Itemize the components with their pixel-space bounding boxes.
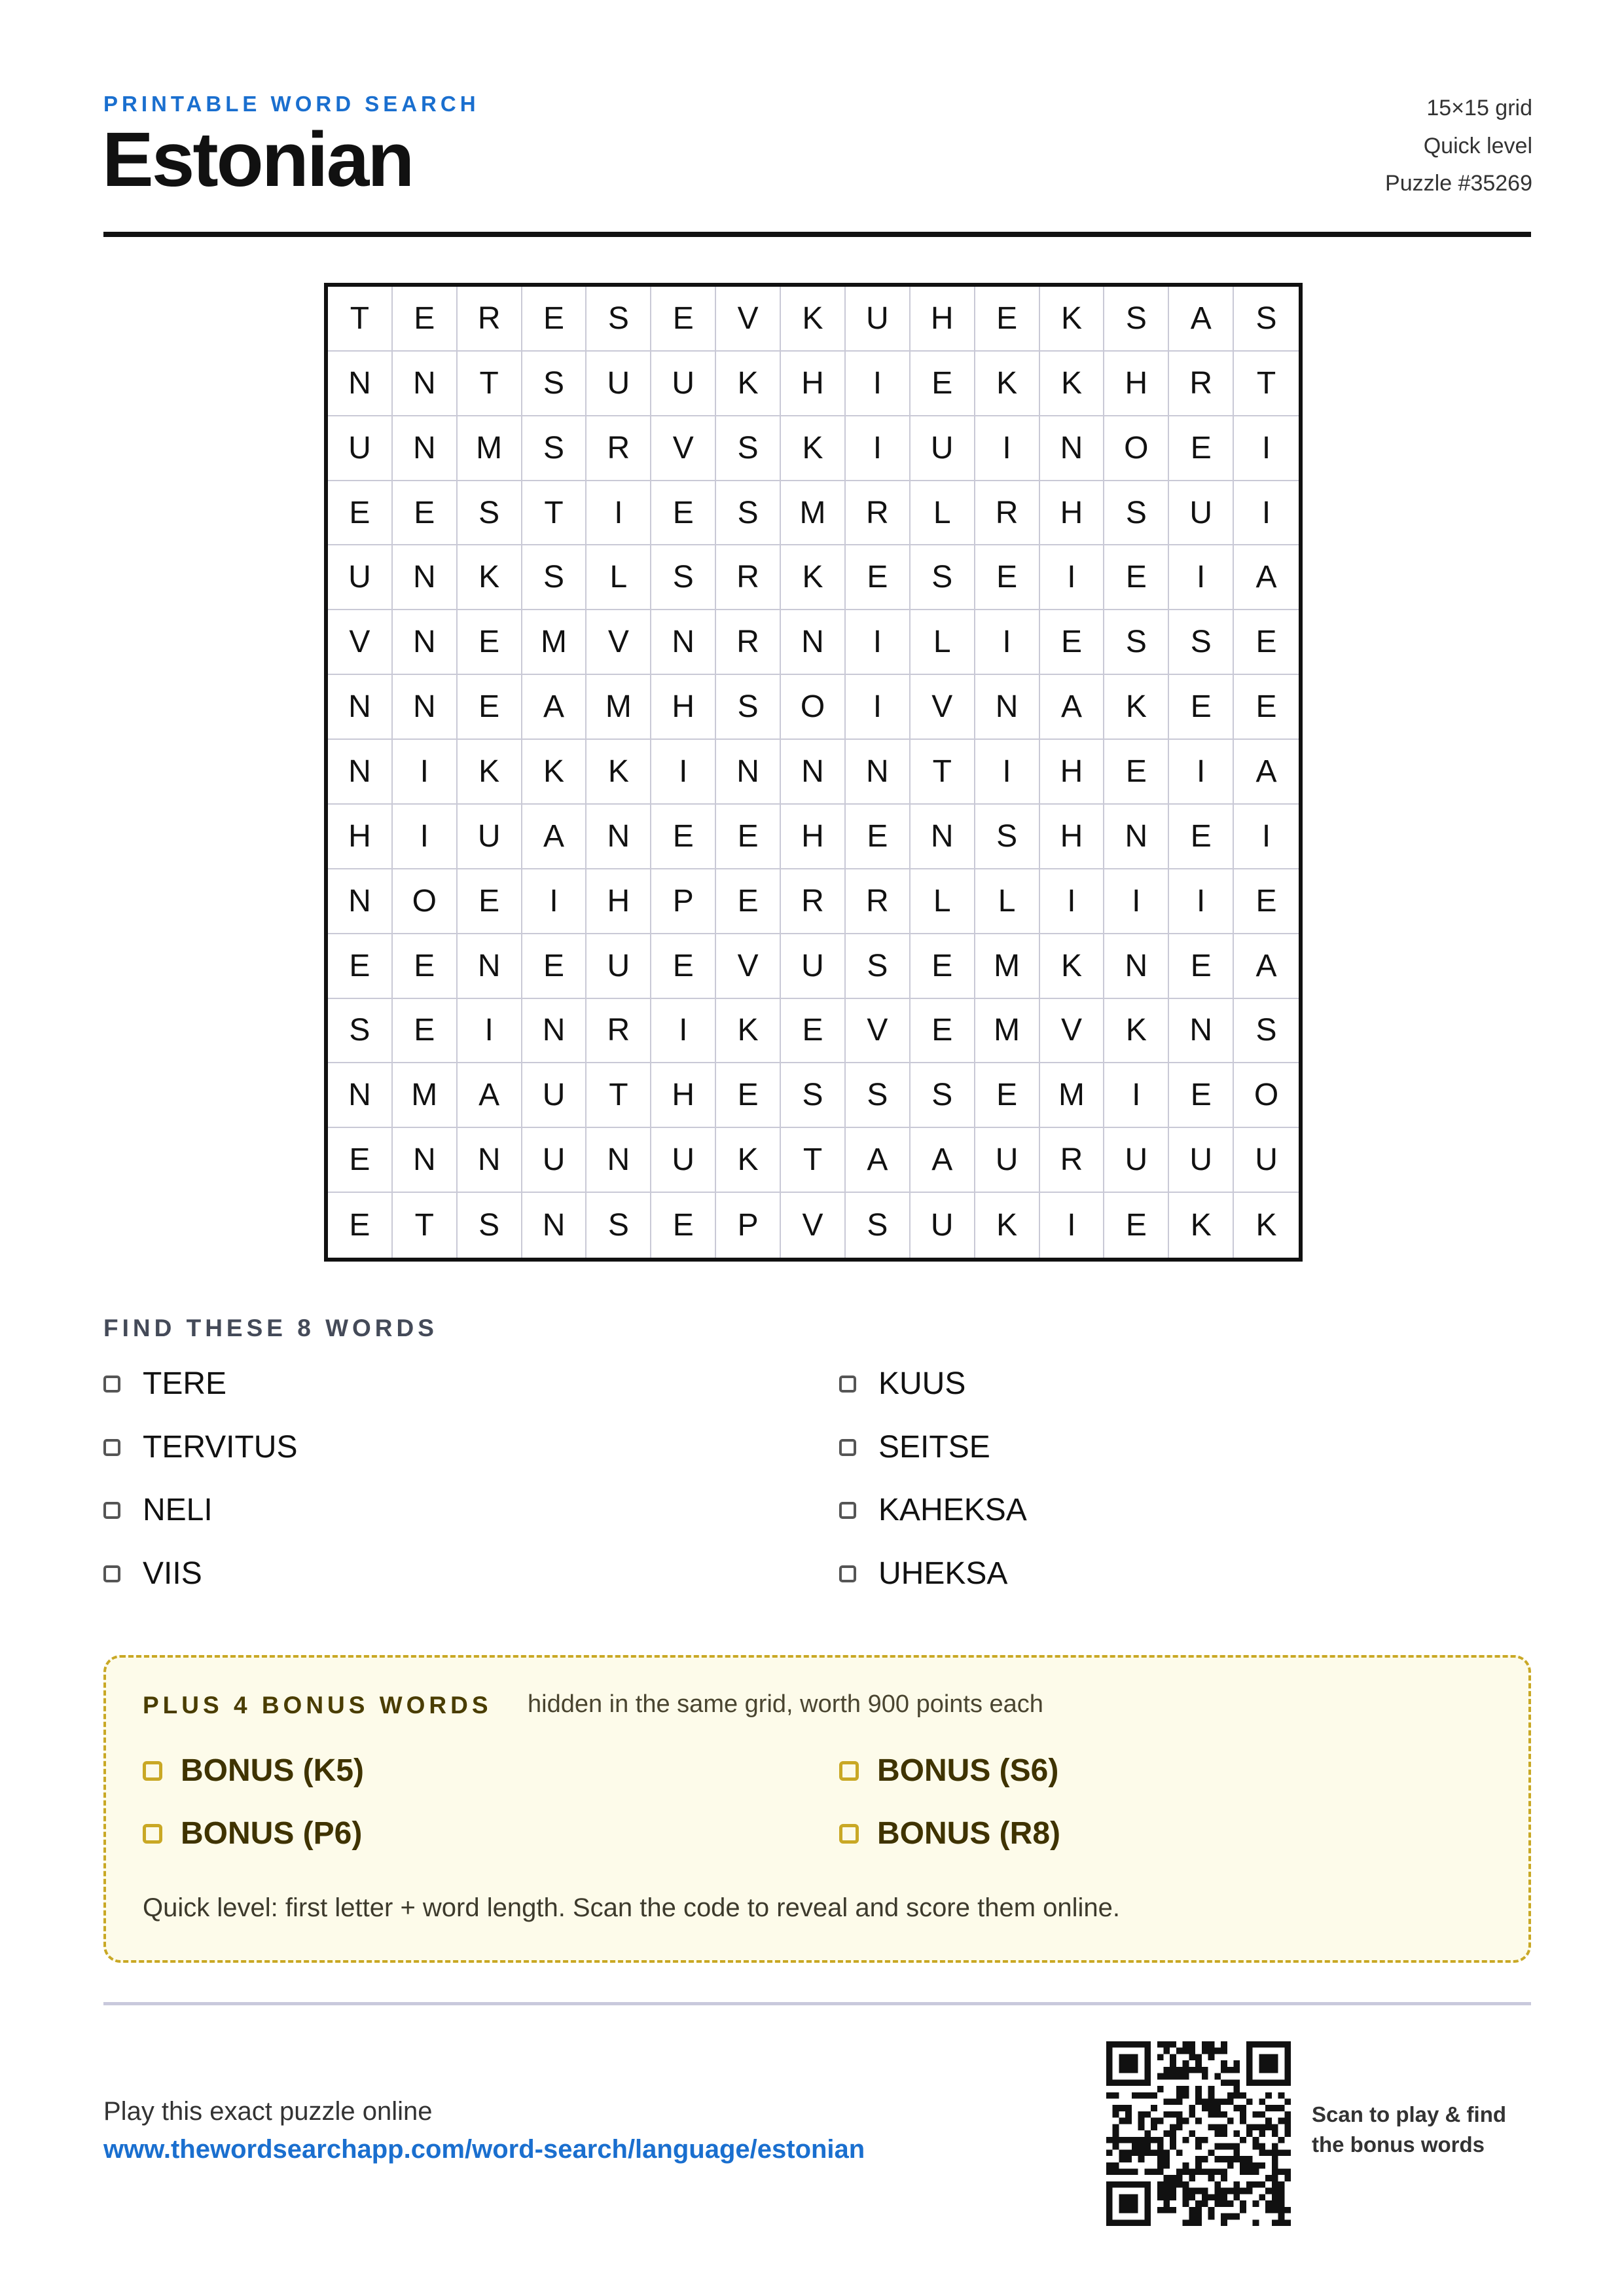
- grid-cell[interactable]: E: [651, 481, 716, 546]
- grid-cell[interactable]: S: [911, 1063, 975, 1128]
- checkbox-icon[interactable]: [839, 1439, 856, 1456]
- grid-cell[interactable]: A: [522, 805, 587, 869]
- grid-cell[interactable]: E: [716, 805, 781, 869]
- word-list-item[interactable]: [839, 1492, 1027, 1528]
- checkbox-icon[interactable]: [839, 1761, 859, 1781]
- checkbox-icon[interactable]: [143, 1824, 162, 1844]
- bonus-heading: PLUS 4 BONUS WORDS: [143, 1692, 492, 1719]
- grid-cell[interactable]: I: [975, 416, 1040, 481]
- grid-cell[interactable]: T: [522, 481, 587, 546]
- grid-cell[interactable]: I: [846, 675, 911, 740]
- grid-cell[interactable]: M: [393, 1063, 458, 1128]
- grid-cell[interactable]: S: [781, 1063, 846, 1128]
- grid-cell[interactable]: H: [651, 675, 716, 740]
- grid-cell[interactable]: E: [458, 610, 522, 675]
- grid-cell[interactable]: E: [393, 999, 458, 1064]
- grid-cell[interactable]: K: [1040, 287, 1105, 352]
- grid-cell[interactable]: E: [781, 999, 846, 1064]
- grid-cell[interactable]: I: [1234, 416, 1299, 481]
- checkbox-icon[interactable]: [839, 1565, 856, 1582]
- checkbox-icon[interactable]: [839, 1376, 856, 1393]
- grid-cell[interactable]: E: [716, 1063, 781, 1128]
- bonus-label: BONUS (K5): [181, 1753, 365, 1788]
- grid-cell[interactable]: A: [1234, 934, 1299, 999]
- grid-cell[interactable]: A: [522, 675, 587, 740]
- grid-cell[interactable]: T: [781, 1128, 846, 1193]
- grid-cell[interactable]: E: [328, 934, 393, 999]
- grid-cell[interactable]: I: [1040, 1193, 1105, 1258]
- grid-cell[interactable]: U: [846, 287, 911, 352]
- grid-cell[interactable]: K: [716, 352, 781, 416]
- grid-cell[interactable]: V: [1040, 999, 1105, 1064]
- grid-cell[interactable]: U: [586, 352, 651, 416]
- grid-cell[interactable]: U: [1234, 1128, 1299, 1193]
- grid-cell[interactable]: K: [458, 545, 522, 610]
- grid-cell[interactable]: S: [328, 999, 393, 1064]
- grid-cell[interactable]: U: [651, 352, 716, 416]
- grid-cell[interactable]: N: [911, 805, 975, 869]
- grid-cell[interactable]: A: [1234, 545, 1299, 610]
- word-list-item[interactable]: [103, 1429, 297, 1465]
- grid-cell[interactable]: U: [328, 416, 393, 481]
- grid-cell[interactable]: N: [975, 675, 1040, 740]
- grid-cell[interactable]: K: [716, 999, 781, 1064]
- grid-cell[interactable]: E: [1169, 416, 1234, 481]
- word-label: VIIS: [143, 1556, 202, 1591]
- grid-cell[interactable]: E: [328, 1193, 393, 1258]
- grid-cell[interactable]: M: [1040, 1063, 1105, 1128]
- grid-cell[interactable]: A: [1040, 675, 1105, 740]
- grid-cell[interactable]: I: [1040, 545, 1105, 610]
- grid-cell[interactable]: S: [458, 481, 522, 546]
- footer-label: Play this exact puzzle online: [103, 2097, 433, 2126]
- grid-cell[interactable]: N: [393, 352, 458, 416]
- grid-cell[interactable]: H: [781, 805, 846, 869]
- letter-grid[interactable]: [324, 283, 1303, 1262]
- grid-cell[interactable]: T: [586, 1063, 651, 1128]
- grid-cell[interactable]: T: [911, 740, 975, 805]
- grid-cell[interactable]: P: [651, 869, 716, 934]
- grid-cell[interactable]: I: [522, 869, 587, 934]
- grid-cell[interactable]: I: [975, 740, 1040, 805]
- grid-cell[interactable]: E: [1234, 675, 1299, 740]
- bonus-note: Quick level: first letter + word length. Scan the code to reveal and score them online.: [143, 1893, 1121, 1922]
- grid-cell[interactable]: H: [1104, 352, 1169, 416]
- grid-cell[interactable]: U: [1169, 1128, 1234, 1193]
- grid-cell[interactable]: K: [1104, 675, 1169, 740]
- grid-cell[interactable]: S: [1104, 481, 1169, 546]
- grid-cell[interactable]: M: [586, 675, 651, 740]
- eyebrow-label: PRINTABLE WORD SEARCH: [103, 92, 480, 116]
- grid-cell[interactable]: I: [975, 610, 1040, 675]
- grid-cell[interactable]: E: [522, 287, 587, 352]
- grid-cell[interactable]: E: [458, 869, 522, 934]
- grid-cell[interactable]: S: [1169, 610, 1234, 675]
- grid-cell[interactable]: V: [846, 999, 911, 1064]
- grid-cell[interactable]: E: [911, 934, 975, 999]
- grid-cell[interactable]: I: [846, 352, 911, 416]
- grid-cell[interactable]: O: [1104, 416, 1169, 481]
- grid-cell[interactable]: E: [1169, 805, 1234, 869]
- grid-cell[interactable]: R: [586, 416, 651, 481]
- puzzle-link[interactable]: www.thewordsearchapp.com/word-search/language/estonian: [103, 2135, 865, 2164]
- grid-cell[interactable]: S: [846, 1193, 911, 1258]
- grid-cell[interactable]: N: [393, 416, 458, 481]
- grid-cell[interactable]: N: [846, 740, 911, 805]
- grid-cell[interactable]: M: [458, 416, 522, 481]
- grid-cell[interactable]: E: [522, 934, 587, 999]
- grid-cell[interactable]: E: [1104, 740, 1169, 805]
- grid-cell[interactable]: I: [1169, 740, 1234, 805]
- word-list-item[interactable]: [103, 1366, 226, 1402]
- checkbox-icon[interactable]: [839, 1502, 856, 1519]
- grid-cell[interactable]: N: [586, 1128, 651, 1193]
- grid-cell[interactable]: I: [1104, 1063, 1169, 1128]
- grid-cell[interactable]: R: [975, 481, 1040, 546]
- grid-cell[interactable]: E: [975, 1063, 1040, 1128]
- word-list-item[interactable]: [839, 1556, 1007, 1592]
- grid-cell[interactable]: N: [328, 740, 393, 805]
- bonus-item[interactable]: [839, 1815, 1060, 1851]
- grid-cell[interactable]: U: [522, 1128, 587, 1193]
- puzzle-number-label: Puzzle #35269: [1385, 171, 1532, 196]
- qr-caption: [1312, 2100, 1506, 2160]
- grid-cell[interactable]: R: [1040, 1128, 1105, 1193]
- grid-cell[interactable]: V: [716, 287, 781, 352]
- grid-cell[interactable]: K: [1104, 999, 1169, 1064]
- grid-cell[interactable]: K: [716, 1128, 781, 1193]
- grid-cell[interactable]: I: [586, 481, 651, 546]
- grid-cell[interactable]: V: [328, 610, 393, 675]
- grid-cell[interactable]: E: [1040, 610, 1105, 675]
- bonus-item[interactable]: [143, 1815, 362, 1851]
- grid-cell[interactable]: H: [1040, 805, 1105, 869]
- qr-caption-line: the bonus words: [1312, 2132, 1485, 2157]
- grid-cell[interactable]: E: [911, 999, 975, 1064]
- grid-cell[interactable]: I: [1234, 805, 1299, 869]
- grid-cell[interactable]: E: [1104, 545, 1169, 610]
- word-label: KUUS: [878, 1366, 966, 1401]
- grid-cell[interactable]: I: [1169, 869, 1234, 934]
- grid-cell[interactable]: E: [1104, 1193, 1169, 1258]
- grid-cell[interactable]: K: [522, 740, 587, 805]
- grid-cell[interactable]: H: [1040, 740, 1105, 805]
- grid-cell[interactable]: E: [846, 545, 911, 610]
- grid-cell[interactable]: U: [458, 805, 522, 869]
- word-label: NELI: [143, 1493, 213, 1527]
- word-label: UHEKSA: [878, 1556, 1008, 1591]
- grid-cell[interactable]: S: [522, 352, 587, 416]
- grid-cell[interactable]: E: [716, 869, 781, 934]
- grid-cell[interactable]: T: [328, 287, 393, 352]
- grid-cell[interactable]: S: [522, 416, 587, 481]
- grid-cell[interactable]: N: [393, 1128, 458, 1193]
- checkbox-icon[interactable]: [103, 1439, 120, 1456]
- word-list-item[interactable]: [103, 1556, 202, 1592]
- grid-cell[interactable]: K: [975, 1193, 1040, 1258]
- grid-cell[interactable]: A: [458, 1063, 522, 1128]
- grid-cell[interactable]: N: [586, 805, 651, 869]
- grid-cell[interactable]: S: [651, 545, 716, 610]
- checkbox-icon[interactable]: [103, 1565, 120, 1582]
- page-title: Estonian: [102, 117, 413, 203]
- grid-cell[interactable]: S: [522, 545, 587, 610]
- grid-cell[interactable]: K: [1040, 934, 1105, 999]
- grid-cell[interactable]: H: [651, 1063, 716, 1128]
- grid-cell[interactable]: N: [1169, 999, 1234, 1064]
- grid-cell[interactable]: S: [716, 675, 781, 740]
- grid-cell[interactable]: S: [716, 416, 781, 481]
- grid-cell[interactable]: E: [393, 287, 458, 352]
- grid-cell[interactable]: N: [651, 610, 716, 675]
- grid-cell[interactable]: K: [781, 416, 846, 481]
- grid-cell[interactable]: L: [911, 869, 975, 934]
- grid-cell[interactable]: M: [522, 610, 587, 675]
- grid-cell[interactable]: E: [651, 287, 716, 352]
- qr-code-icon[interactable]: [1106, 2041, 1291, 2226]
- word-list-heading: FIND THESE 8 WORDS: [103, 1315, 438, 1341]
- grid-cell[interactable]: E: [846, 805, 911, 869]
- word-list-item[interactable]: [839, 1366, 965, 1402]
- grid-cell[interactable]: N: [393, 610, 458, 675]
- grid-cell[interactable]: R: [846, 869, 911, 934]
- grid-cell[interactable]: S: [1104, 610, 1169, 675]
- grid-cell[interactable]: L: [911, 610, 975, 675]
- grid-cell[interactable]: V: [716, 934, 781, 999]
- grid-cell[interactable]: S: [716, 481, 781, 546]
- grid-cell[interactable]: E: [651, 805, 716, 869]
- word-label: TERVITUS: [143, 1430, 298, 1465]
- grid-cell[interactable]: O: [1234, 1063, 1299, 1128]
- grid-cell[interactable]: M: [781, 481, 846, 546]
- grid-cell[interactable]: A: [1169, 287, 1234, 352]
- grid-cell[interactable]: U: [651, 1128, 716, 1193]
- grid-cell[interactable]: R: [781, 869, 846, 934]
- grid-cell[interactable]: O: [781, 675, 846, 740]
- grid-cell[interactable]: N: [522, 1193, 587, 1258]
- grid-cell[interactable]: E: [1234, 869, 1299, 934]
- grid-cell[interactable]: I: [458, 999, 522, 1064]
- grid-cell[interactable]: K: [1040, 352, 1105, 416]
- grid-cell[interactable]: E: [911, 352, 975, 416]
- grid-cell[interactable]: N: [393, 545, 458, 610]
- grid-cell[interactable]: I: [846, 416, 911, 481]
- grid-cell[interactable]: N: [458, 1128, 522, 1193]
- grid-cell[interactable]: I: [846, 610, 911, 675]
- bonus-label: BONUS (P6): [181, 1816, 363, 1851]
- qr-caption-line: Scan to play & find: [1312, 2102, 1507, 2126]
- grid-cell[interactable]: R: [716, 610, 781, 675]
- grid-cell[interactable]: K: [1169, 1193, 1234, 1258]
- checkbox-icon[interactable]: [839, 1824, 859, 1844]
- grid-cell[interactable]: K: [781, 545, 846, 610]
- grid-cell[interactable]: E: [975, 545, 1040, 610]
- grid-cell[interactable]: A: [911, 1128, 975, 1193]
- grid-cell[interactable]: R: [1169, 352, 1234, 416]
- grid-cell[interactable]: S: [846, 934, 911, 999]
- word-label: SEITSE: [878, 1430, 990, 1465]
- grid-cell[interactable]: U: [328, 545, 393, 610]
- grid-cell[interactable]: R: [458, 287, 522, 352]
- grid-cell[interactable]: N: [328, 869, 393, 934]
- grid-cell[interactable]: V: [651, 416, 716, 481]
- grid-cell[interactable]: K: [1255, 1208, 1277, 1243]
- header-divider: [103, 232, 1531, 237]
- grid-cell[interactable]: S: [586, 1193, 651, 1258]
- grid-cell[interactable]: N: [328, 352, 393, 416]
- bonus-item[interactable]: [143, 1753, 364, 1789]
- grid-cell[interactable]: V: [911, 675, 975, 740]
- grid-cell[interactable]: E: [651, 934, 716, 999]
- grid-cell[interactable]: K: [586, 740, 651, 805]
- grid-cell[interactable]: E: [975, 287, 1040, 352]
- grid-cell[interactable]: E: [1169, 675, 1234, 740]
- grid-cell[interactable]: L: [975, 869, 1040, 934]
- grid-cell[interactable]: H: [328, 805, 393, 869]
- grid-cell[interactable]: U: [911, 1193, 975, 1258]
- grid-cell[interactable]: S: [1234, 287, 1299, 352]
- grid-cell[interactable]: I: [1234, 481, 1299, 546]
- grid-cell[interactable]: H: [781, 352, 846, 416]
- grid-cell[interactable]: S: [586, 287, 651, 352]
- grid-cell[interactable]: I: [1104, 869, 1169, 934]
- grid-cell[interactable]: K: [458, 740, 522, 805]
- grid-cell[interactable]: K: [975, 352, 1040, 416]
- grid-cell[interactable]: A: [846, 1128, 911, 1193]
- grid-cell[interactable]: I: [393, 805, 458, 869]
- grid-cell[interactable]: I: [1169, 545, 1234, 610]
- grid-cell[interactable]: I: [393, 740, 458, 805]
- grid-cell[interactable]: N: [328, 1063, 393, 1128]
- grid-cell[interactable]: N: [716, 740, 781, 805]
- grid-cell[interactable]: T: [1234, 352, 1299, 416]
- grid-cell[interactable]: E: [393, 481, 458, 546]
- grid-cell[interactable]: O: [393, 869, 458, 934]
- grid-cell[interactable]: E: [1169, 934, 1234, 999]
- grid-cell[interactable]: H: [1040, 481, 1105, 546]
- bonus-subheading: hidden in the same grid, worth 900 points each: [528, 1690, 1043, 1718]
- grid-cell[interactable]: K: [781, 287, 846, 352]
- grid-cell[interactable]: U: [781, 934, 846, 999]
- grid-cell[interactable]: N: [1040, 416, 1105, 481]
- grid-cell[interactable]: E: [393, 934, 458, 999]
- footer-divider: [103, 2002, 1531, 2005]
- grid-cell[interactable]: U: [1104, 1128, 1169, 1193]
- grid-cell[interactable]: E: [458, 675, 522, 740]
- grid-cell[interactable]: N: [1104, 934, 1169, 999]
- grid-cell[interactable]: E: [1169, 1063, 1234, 1128]
- grid-cell[interactable]: U: [522, 1063, 587, 1128]
- grid-cell[interactable]: S: [846, 1063, 911, 1128]
- grid-cell[interactable]: N: [522, 999, 587, 1064]
- grid-cell[interactable]: S: [1104, 287, 1169, 352]
- grid-cell[interactable]: U: [586, 934, 651, 999]
- grid-cell[interactable]: M: [975, 934, 1040, 999]
- word-list-item[interactable]: [103, 1492, 213, 1528]
- grid-cell[interactable]: N: [328, 675, 393, 740]
- checkbox-icon[interactable]: [103, 1376, 120, 1393]
- grid-cell[interactable]: S: [458, 1193, 522, 1258]
- grid-cell[interactable]: A: [1234, 740, 1299, 805]
- grid-cell[interactable]: H: [911, 287, 975, 352]
- bonus-label: BONUS (S6): [877, 1753, 1059, 1788]
- grid-cell[interactable]: U: [975, 1128, 1040, 1193]
- word-label: KAHEKSA: [878, 1493, 1027, 1527]
- grid-cell[interactable]: T: [458, 352, 522, 416]
- grid-cell[interactable]: S: [975, 805, 1040, 869]
- grid-cell[interactable]: H: [586, 869, 651, 934]
- grid-cell[interactable]: P: [716, 1193, 781, 1258]
- checkbox-icon[interactable]: [103, 1502, 120, 1519]
- grid-cell[interactable]: I: [1040, 869, 1105, 934]
- grid-cell[interactable]: E: [328, 481, 393, 546]
- checkbox-icon[interactable]: [143, 1761, 162, 1781]
- word-list-item[interactable]: [839, 1429, 990, 1465]
- bonus-label: BONUS (R8): [877, 1816, 1061, 1851]
- grid-cell[interactable]: U: [1169, 481, 1234, 546]
- grid-cell[interactable]: N: [458, 934, 522, 999]
- bonus-item[interactable]: [839, 1753, 1058, 1789]
- grid-cell[interactable]: V: [586, 610, 651, 675]
- grid-cell[interactable]: E: [328, 1128, 393, 1193]
- grid-cell[interactable]: L: [911, 481, 975, 546]
- grid-cell[interactable]: N: [1104, 805, 1169, 869]
- grid-cell[interactable]: S: [1234, 999, 1299, 1064]
- grid-cell[interactable]: U: [911, 416, 975, 481]
- grid-cell[interactable]: N: [781, 740, 846, 805]
- grid-cell[interactable]: R: [586, 999, 651, 1064]
- grid-cell[interactable]: N: [781, 610, 846, 675]
- grid-cell[interactable]: V: [781, 1193, 846, 1258]
- grid-cell[interactable]: E: [1234, 610, 1299, 675]
- grid-cell[interactable]: R: [846, 481, 911, 546]
- level-label: Quick level: [1423, 134, 1532, 158]
- grid-size-label: 15×15 grid: [1426, 96, 1532, 120]
- grid-cell[interactable]: I: [651, 999, 716, 1064]
- grid-cell[interactable]: I: [651, 740, 716, 805]
- word-label: TERE: [143, 1366, 227, 1401]
- grid-cell[interactable]: N: [393, 675, 458, 740]
- grid-cell[interactable]: E: [651, 1193, 716, 1258]
- grid-cell[interactable]: R: [716, 545, 781, 610]
- grid-cell[interactable]: M: [975, 999, 1040, 1064]
- grid-cell[interactable]: L: [586, 545, 651, 610]
- grid-cell[interactable]: S: [911, 545, 975, 610]
- grid-cell[interactable]: T: [393, 1193, 458, 1258]
